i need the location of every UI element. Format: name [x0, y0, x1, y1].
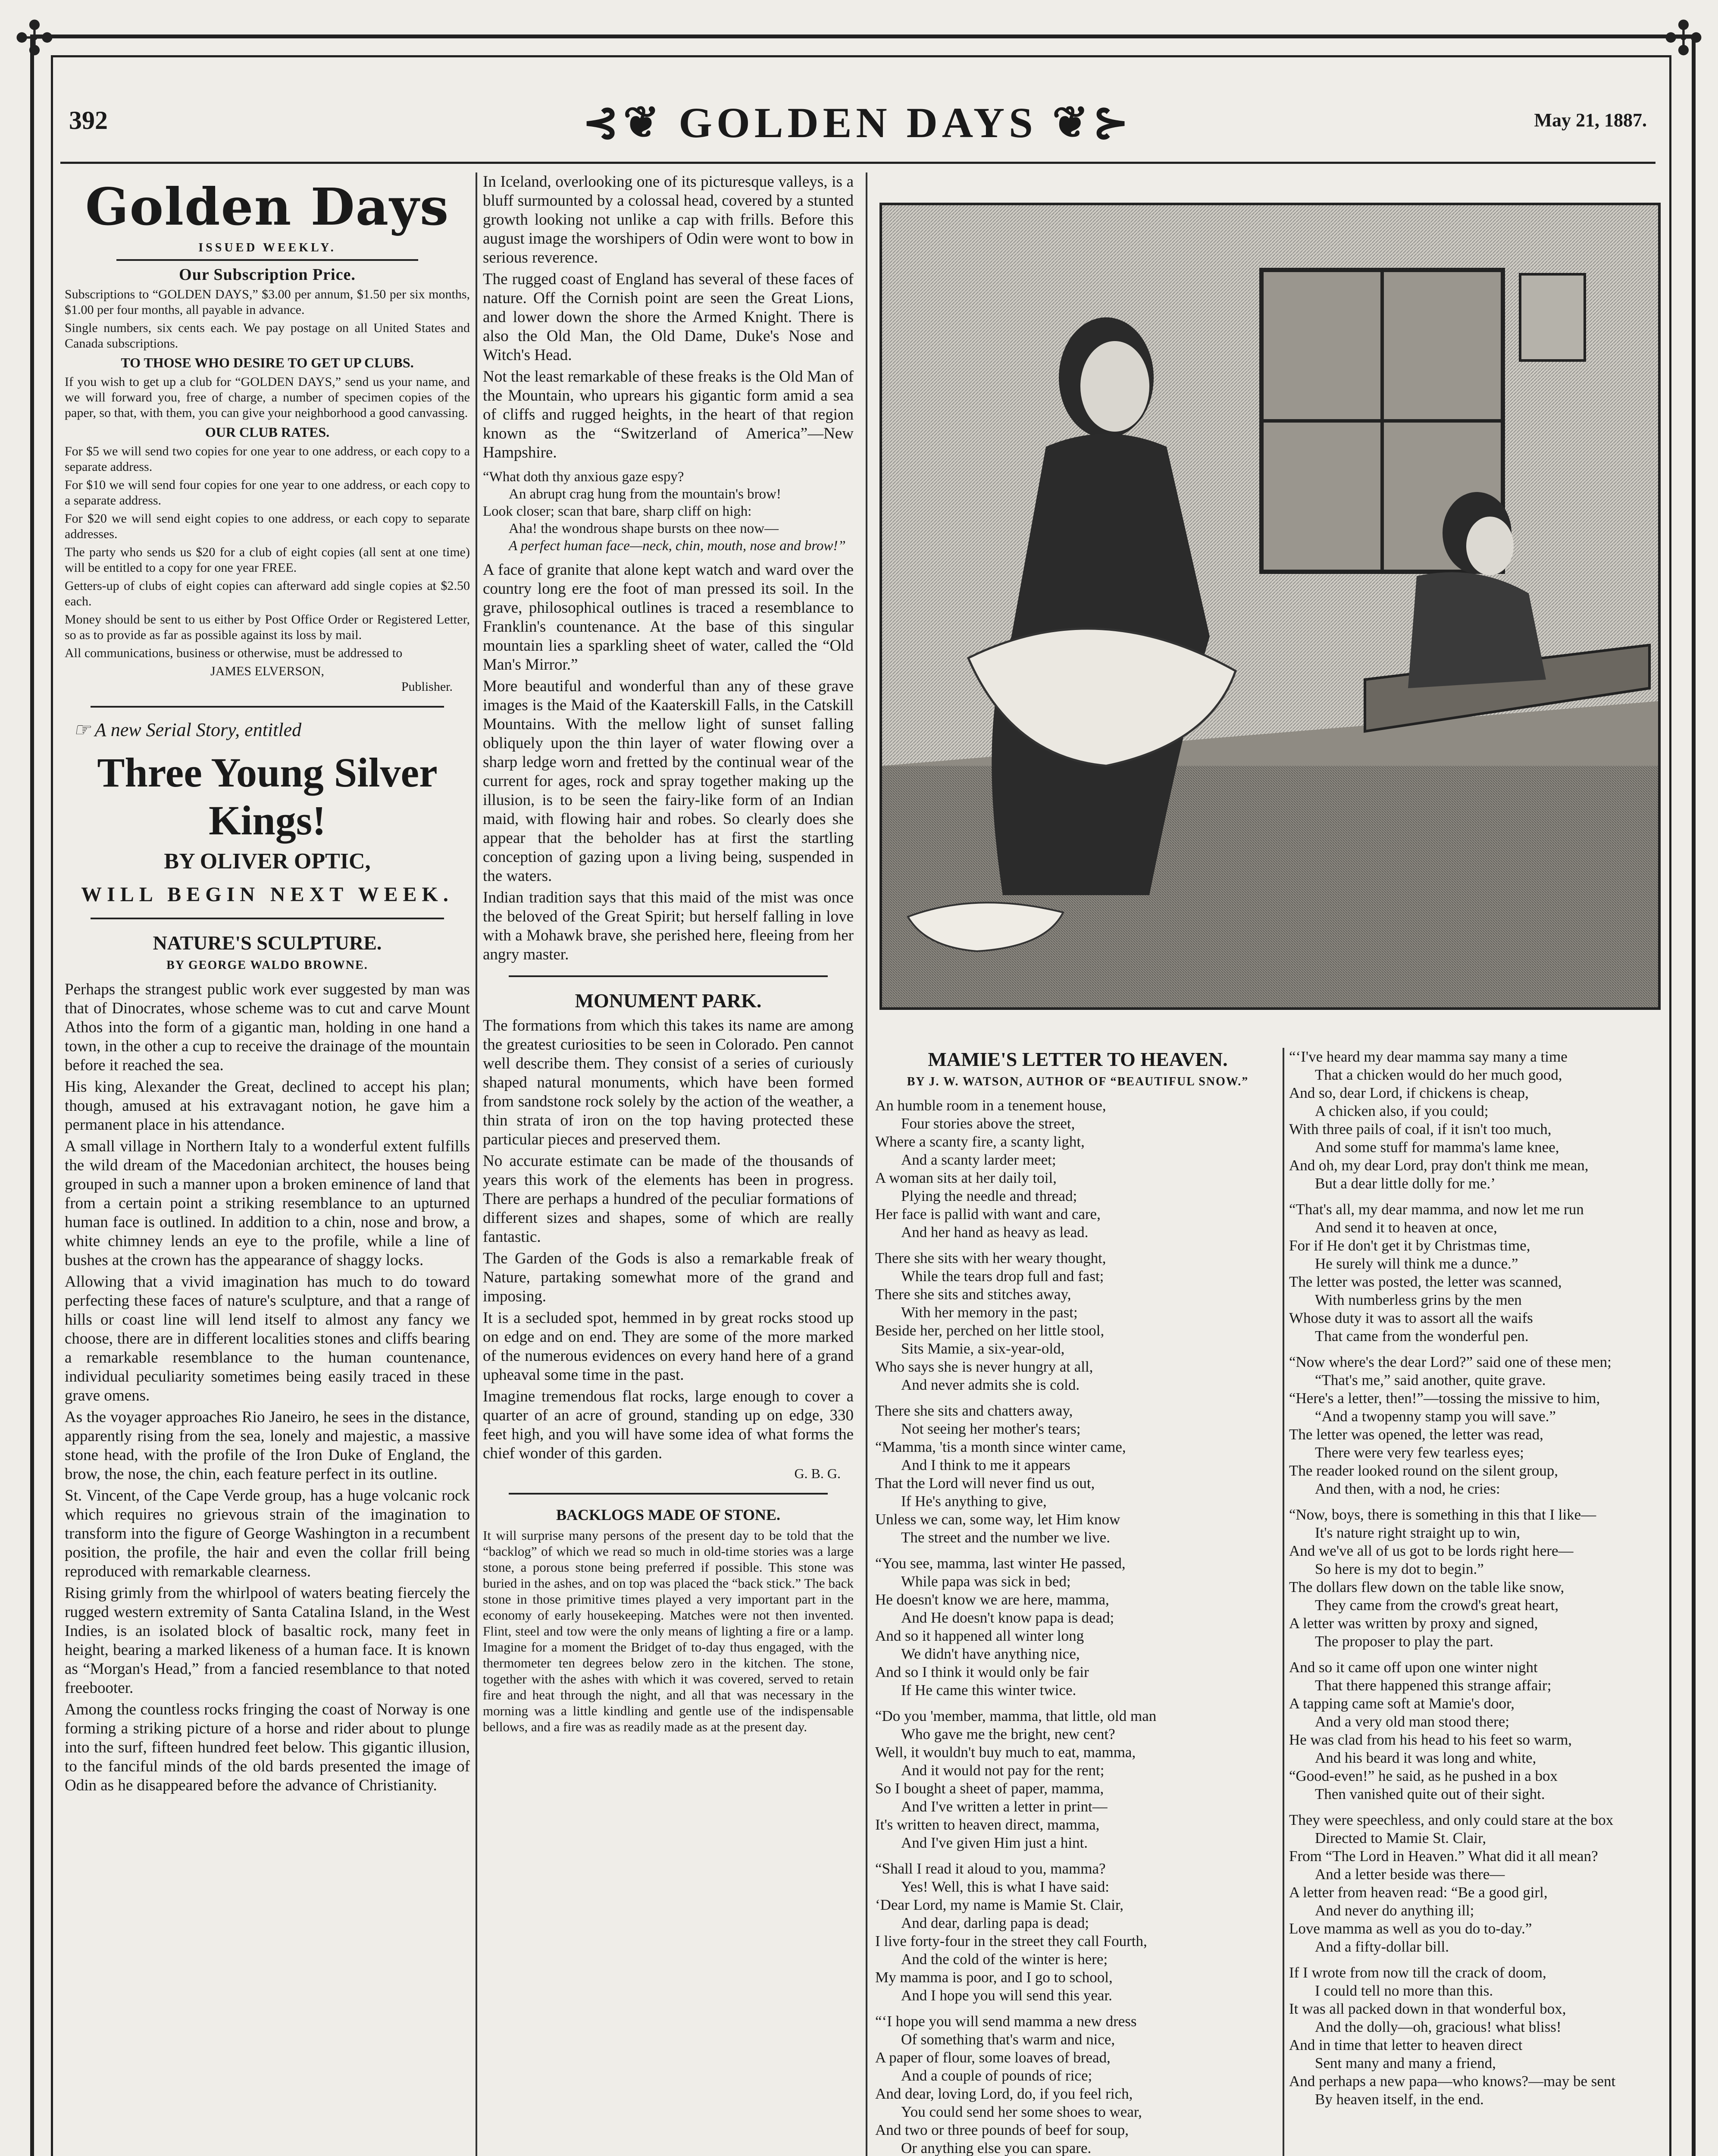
ornament-right-icon: ❦⊱: [1037, 99, 1133, 147]
poem-line: The reader looked round on the silent group,: [1289, 1462, 1558, 1479]
serial-begin: WILL BEGIN NEXT WEEK.: [81, 883, 454, 906]
poem-title: MAMIE'S LETTER TO HEAVEN.: [928, 1048, 1228, 1070]
poem-line: Sent many and many a friend,: [1315, 2055, 1496, 2071]
paragraph: Not the least remarkable of these freaks is the Old Man of the Mountain, who uprears his gigantic form amid a sea of cliffs and rugged heights, in the heart of that region known as the “Switzerland of America”—New Hampshire.: [483, 368, 854, 461]
poem-line: “‘I hope you will send mamma a new dress: [875, 2013, 1137, 2030]
poem-line: He doesn't know we are here, mamma,: [875, 1591, 1109, 1608]
poem-line: You could send her some shoes to wear,: [901, 2103, 1142, 2120]
poem-line: And a couple of pounds of rice;: [901, 2067, 1092, 2084]
column-rule: [866, 172, 867, 2156]
poem-line: Where a scanty fire, a scanty light,: [875, 1133, 1085, 1150]
column-rule: [476, 172, 477, 2156]
poem-line: And I hope you will send this year.: [901, 1987, 1112, 2004]
poem-line: “‘I've heard my dear mamma say many a time: [1289, 1048, 1568, 1065]
poem-line: They were speechless, and only could stare at the box: [1289, 1811, 1614, 1828]
poem-stanza: [1289, 1964, 1660, 2109]
serial-intro: [65, 719, 470, 741]
poem-line: It was all packed down in that wonderful box,: [1289, 2000, 1566, 2017]
poem-line: Who says she is never hungry at all,: [875, 1358, 1093, 1375]
corner-ornament-icon: ✣: [1663, 13, 1704, 65]
title-text: GOLDEN DAYS: [679, 99, 1037, 147]
poem-line: And some stuff for mamma's lame knee,: [1315, 1139, 1559, 1156]
poem-line: And never do anything ill;: [1315, 1902, 1474, 1919]
poem-stanzas-right: [1289, 1048, 1660, 2109]
poem-line: Four stories above the street,: [901, 1115, 1075, 1132]
poem-line: Not seeing her mother's tears;: [901, 1420, 1081, 1437]
poem-line: A tapping came soft at Mamie's door,: [1289, 1695, 1515, 1712]
rate-after: Getters-up of clubs of eight copies can afterward add single copies at $2.50 each.: [65, 579, 470, 608]
poem-line: The proposer to play the part.: [1315, 1633, 1494, 1650]
poem-stanza: [1289, 1811, 1660, 1956]
paragraph: No accurate estimate can be made of the thousands of years this work of the elements has been in progress. There are perhaps a hundred of the peculiar formations of different sizes and shapes, some of which are really fantastic.: [483, 1152, 854, 1246]
poem-line: ‘Dear Lord, my name is Mamie St. Clair,: [875, 1896, 1123, 1913]
communications: All communications, business or otherwise, must be addressed to: [65, 646, 403, 660]
subscription-text: Subscriptions to “GOLDEN DAYS,” $3.00 per annum, $1.50 per six months, $1.00 per four months, all payable in advance.: [65, 287, 470, 317]
poem-line: And so, dear Lord, if chickens is cheap,: [1289, 1084, 1529, 1101]
poem-line: Whose duty it was to assort all the waifs: [1289, 1310, 1533, 1326]
poem-line: There she sits with her weary thought,: [875, 1250, 1106, 1266]
poem-line: Who gave me the bright, new cent?: [901, 1726, 1115, 1742]
article-title: NATURE'S SCULPTURE.: [153, 932, 382, 954]
article-title: MONUMENT PARK.: [575, 990, 762, 1012]
page-number: 392: [69, 106, 108, 135]
poem-line: With three pails of coal, if it isn't too much,: [1289, 1121, 1552, 1138]
paragraph: As the voyager approaches Rio Janeiro, he sees in the distance, apparently rising from the sea, lonely and majestic, a massive stone head, with the profile of the Iron Duke of England, the brow, the nose, the chin, each feature perfect in its outline.: [65, 1408, 470, 1483]
poem-line: They came from the crowd's great heart,: [1315, 1597, 1559, 1614]
poem-line: A letter from heaven read: “Be a good girl,: [1289, 1884, 1548, 1901]
poem-line: And then, with a nod, he cries:: [1315, 1480, 1500, 1497]
clubs-heading: TO THOSE WHO DESIRE TO GET UP CLUBS.: [121, 355, 414, 370]
column-2: [483, 172, 854, 2156]
pointing-hand-icon: ☞: [73, 719, 95, 740]
poem-line: And so I think it would only be fair: [875, 1664, 1089, 1680]
verse-line: A perfect human face—neck, chin, mouth, nose and brow!”: [509, 538, 846, 554]
poem-line: Love mamma as well as you do to-day.”: [1289, 1920, 1532, 1937]
poem-line: That there happened this strange affair;: [1315, 1677, 1552, 1694]
corner-ornament-icon: ✣: [14, 13, 55, 65]
poem-line: We didn't have anything nice,: [901, 1645, 1080, 1662]
poem-line: A paper of flour, some loaves of bread,: [875, 2049, 1111, 2066]
poem-line: “Here's a letter, then!”—tossing the missive to him,: [1289, 1390, 1600, 1407]
paragraph: A face of granite that alone kept watch and ward over the country long ere the foot of man pressed its soil. In the grave, philosophical outlines is traced a resemblance to Franklin's countenance. At the base of this singular mountain lies a sparkling sheet of water, called the “Old Man's Mirror.”: [483, 561, 854, 674]
paragraph: The formations from which this takes its name are among the greatest curiosities to be seen in Colorado. Pen cannot well describe them. They consist of a series of curiously shaped natural monuments, which have been formed from sandstone rock solely by the action of the weather, a thin strata of iron on the top having protected these particular pieces and preserved them.: [483, 1017, 854, 1148]
poem-line: Plying the needle and thread;: [901, 1188, 1077, 1204]
poem-stanza: [1289, 1658, 1660, 1803]
poem-line: Or anything else you can spare.: [901, 2140, 1092, 2156]
paragraph: The rugged coast of England has several of these faces of nature. Off the Cornish point are seen the Great Lions, and lower down the shore the Armed Knight. There is also the Old Man, the Old Dame, Duke's Nose and Witch's Head.: [483, 270, 854, 364]
verse-line: Aha! the wondrous shape bursts on thee now—: [509, 521, 779, 536]
poem-line: Yes! Well, this is what I have said:: [901, 1878, 1109, 1895]
poem-line: Then vanished quite out of their sight.: [1315, 1786, 1545, 1802]
poem-stanza: [1289, 1048, 1660, 1193]
poem-line: My mamma is poor, and I go to school,: [875, 1969, 1113, 1986]
poem-line: And send it to heaven at once,: [1315, 1219, 1497, 1236]
page-header: [60, 97, 1655, 153]
paragraph: Indian tradition says that this maid of the mist was once the beloved of the Great Spirit; but herself falling in love with a Mohawk brave, she perished here, fleeing from her angry master.: [483, 889, 854, 963]
poem-line: For if He don't get it by Christmas time,: [1289, 1237, 1530, 1254]
publisher-name: JAMES ELVERSON,: [210, 664, 324, 678]
verse-line: Look closer; scan that bare, sharp cliff on high:: [483, 504, 752, 519]
poem-line: And a fifty-dollar bill.: [1315, 1938, 1449, 1955]
poem-line: “That's all, my dear mamma, and now let me run: [1289, 1201, 1584, 1218]
poem-line: And we've all of us got to be lords right here—: [1289, 1542, 1574, 1559]
verse-line: “What doth thy anxious gaze espy?: [483, 469, 684, 485]
poem-line: A woman sits at her daily toil,: [875, 1169, 1057, 1186]
poem-line: If He came this winter twice.: [901, 1682, 1076, 1698]
poem-line: A letter was written by proxy and signed,: [1289, 1615, 1538, 1632]
column-3: [875, 1048, 1280, 2156]
serial-title: Three Young Silver Kings!: [97, 749, 438, 843]
poem-line: And dear, loving Lord, do, if you feel rich,: [875, 2085, 1133, 2102]
poem-line: If He's anything to give,: [901, 1493, 1047, 1510]
publisher-title: Publisher.: [401, 680, 453, 694]
poem-line: If I wrote from now till the crack of doom,: [1289, 1964, 1546, 1981]
clubs-text: If you wish to get up a club for “GOLDEN DAYS,” send us your name, and we will forward you, free of charge, a number of specimen copies of the paper, so that, with them, you can give your neighborhood a good canvassing.: [65, 375, 470, 420]
rate-free: The party who sends us $20 for a club of eight copies (all sent at one time) will be entitled to a copy for one year FREE.: [65, 545, 470, 575]
poem-stanza: [875, 1554, 1280, 1699]
divider: [509, 1493, 828, 1495]
poem-line: He was clad from his head to his feet so warm,: [1289, 1731, 1572, 1748]
poem-line: I could tell no more than this.: [1315, 1982, 1493, 1999]
poem-line: And oh, my dear Lord, pray don't think me mean,: [1289, 1157, 1589, 1174]
poem-line: “Mamma, 'tis a month since winter came,: [875, 1438, 1126, 1455]
poem-line: “You see, mamma, last winter He passed,: [875, 1555, 1126, 1572]
single-numbers: Single numbers, six cents each. We pay postage on all United States and Canada subscriptions.: [65, 321, 470, 351]
paragraph: A small village in Northern Italy to a wonderful extent fulfills the wild dream of the Macedonian architect, the houses being grouped in such a manner upon a broken eminence of land that from a certain point a striking resemblance to an upturned human face is outlined. In addition to a chin, nose and brow, a white chimney lends an eye to the profile, while a line of bushes at the crown has the appearance of shaggy locks.: [65, 1138, 470, 1269]
paragraph: Among the countless rocks fringing the coast of Norway is one forming a striking picture of a horse and rider about to plunge into the surf, fifteen hundred feet below. This gigantic illusion, to the fanciful minds of the old bards presented the image of Odin as he disappeared before the advance of Christianity.: [65, 1701, 470, 1794]
column-rule: [1283, 1048, 1284, 2156]
poem-line: And a scanty larder meet;: [901, 1151, 1056, 1168]
masthead-logo: Golden Days: [85, 177, 450, 237]
poem-line: And the dolly—oh, gracious! what bliss!: [1315, 2018, 1562, 2035]
poem-line: And a very old man stood there;: [1315, 1713, 1510, 1730]
poem-line: And her hand as heavy as lead.: [901, 1224, 1089, 1241]
poem-line: Sits Mamie, a six-year-old,: [901, 1340, 1065, 1357]
illustration: [879, 203, 1661, 1010]
paragraph: The Garden of the Gods is also a remarkable freak of Nature, partaking somewhat more of the grand and imposing.: [483, 1250, 854, 1305]
poem-line: Unless we can, some way, let Him know: [875, 1511, 1120, 1528]
poem-line: The dollars flew down on the table like snow,: [1289, 1579, 1565, 1595]
rate-5: For $5 we will send two copies for one year to one address, or each copy to a separate address.: [65, 444, 470, 474]
poem-line: While the tears drop full and fast;: [901, 1268, 1104, 1285]
poem-line: Of something that's warm and nice,: [901, 2031, 1115, 2048]
poem-line: An humble room in a tenement house,: [875, 1097, 1106, 1114]
paragraph: Perhaps the strangest public work ever suggested by man was that of Dinocrates, whose scheme was to cut and carve Mount Athos into the form of a gigantic man, holding in one hand a town, in the other a cup to receive the drainage of the mountain before it reached the sea.: [65, 981, 470, 1074]
article-signature: G. B. G.: [794, 1466, 841, 1481]
poem-line: And dear, darling papa is dead;: [901, 1915, 1089, 1931]
rate-20: For $20 we will send eight copies to one address, or each copy to separate addresses.: [65, 511, 470, 541]
poem-line: And two or three pounds of beef for soup,: [875, 2122, 1129, 2138]
poem-line: And I think to me it appears: [901, 1457, 1070, 1473]
poem-line: “Now where's the dear Lord?” said one of these men;: [1289, 1354, 1612, 1370]
rate-10: For $10 we will send four copies for one year to one address, or each copy to a separate address.: [65, 478, 470, 508]
paragraph: Rising grimly from the whirlpool of waters beating fiercely the rugged western extremity of Santa Catalina Island, in the West Indies, is an isolated block of basaltic rock, many feet in height, bearing a marked likeness of a human face. It is known as “Morgan's Head,” from a fancied resemblance to that noted freebooter.: [65, 1584, 470, 1697]
verse-line: An abrupt crag hung from the mountain's brow!: [509, 486, 781, 502]
poem-line: The letter was opened, the letter was read,: [1289, 1426, 1543, 1443]
poem-stanza: [875, 1097, 1280, 1241]
divider: [509, 975, 828, 977]
money-notice: Money should be sent to us either by Post Office Order or Registered Letter, so as to provide as far as possible against its loss by mail.: [65, 612, 470, 642]
poem-line: And the cold of the winter is here;: [901, 1951, 1108, 1968]
poem-line: “That's me,” said another, quite grave.: [1315, 1372, 1546, 1388]
poem-stanza: [875, 2012, 1280, 2156]
poem-line: Her face is pallid with want and care,: [875, 1206, 1101, 1222]
paragraph: It is a secluded spot, hemmed in by great rocks stood up on edge and on end. They are some of the more marked of the numerous evidences on every hand here of a grand upheaval some time in the past.: [483, 1309, 854, 1384]
poem-stanza: [875, 1707, 1280, 1852]
poem-line: And never admits she is cold.: [901, 1376, 1080, 1393]
poem-line: The street and the number we live.: [901, 1529, 1110, 1546]
divider: [91, 706, 444, 708]
poem-line: And it would not pay for the rent;: [901, 1762, 1105, 1779]
poem-byline: BY J. W. WATSON, AUTHOR OF “BEAUTIFUL SNOW.”: [907, 1075, 1249, 1088]
poem-line: That the Lord will never find us out,: [875, 1475, 1095, 1492]
serial-intro-text: A new Serial Story, entitled: [94, 719, 302, 740]
poem-line: “Good-even!” he said, as he pushed in a box: [1289, 1767, 1558, 1784]
poem-line: Beside her, perched on her little stool,: [875, 1322, 1105, 1339]
serial-author: BY OLIVER OPTIC,: [164, 849, 371, 874]
poem-line: But a dear little dolly for me.’: [1315, 1175, 1496, 1192]
poem-line: And so it happened all winter long: [875, 1627, 1084, 1644]
poem-line: With her memory in the past;: [901, 1304, 1078, 1321]
poem-line: That came from the wonderful pen.: [1315, 1328, 1529, 1344]
poem-stanza: [875, 1402, 1280, 1547]
poem-line: There she sits and chatters away,: [875, 1402, 1073, 1419]
poem-line: While papa was sick in bed;: [901, 1573, 1071, 1590]
newspaper-title: [60, 97, 1655, 147]
poem-line: “And a twopenny stamp you will save.”: [1315, 1408, 1556, 1425]
poem-stanza: [1289, 1353, 1660, 1498]
poem-line: And He doesn't know papa is dead;: [901, 1609, 1114, 1626]
poem-stanzas-left: [875, 1097, 1280, 2156]
poem-line: Well, it wouldn't buy much to eat, mamma,: [875, 1744, 1136, 1761]
rates-heading: OUR CLUB RATES.: [205, 424, 330, 440]
poem-stanza: [1289, 1506, 1660, 1651]
article-byline: BY GEORGE WALDO BROWNE.: [166, 959, 368, 972]
illustration-drawing: [882, 205, 1658, 1007]
poem-line: And in time that letter to heaven direct: [1289, 2037, 1523, 2053]
poem-line: The letter was posted, the letter was scanned,: [1289, 1273, 1562, 1290]
poem-line: It's nature right straight up to win,: [1315, 1524, 1520, 1541]
paragraph: More beautiful and wonderful than any of these grave images is the Maid of the Kaaterskill Falls, in the Catskill Mountains. With the mellow light of sunset falling obliquely upon the thin layer of water flowing over a sharp ledge worn and fretted by the continual wear of the current for ages, rock and spray together making up the illusion, is to be seen the fairy-like form of an Indian maid, with flowing hair and robes. So clearly does she appear that the beholder has at first the startling conception of gazing upon a living being, suspended in the waters.: [483, 677, 854, 885]
paragraph: It will surprise many persons of the present day to be told that the “backlog” of which we read so much in old-time stories was a large stone, a porous stone being preferred if possible. This stone was buried in the ashes, and on top was placed the “back stick.” The back stone in those primitive times played a very important part in the economy of early housekeeping. Matches were not then invented. Flint, steel and tow were the only means of lighting a fire or a lamp. Imagine for a moment the Bridget of to-day thus engaged, with the thermometer ten degrees below zero in the kitchen. The stone, together with the ashes with which it was covered, served to retain fire and heat through the night, and all that was necessary in the morning was a little kindling and gentle use of the indispensable bellows, and a fire was as readily made as at the present day.: [483, 1528, 854, 1734]
subscription-heading: Our Subscription Price.: [179, 266, 356, 284]
paragraph: His king, Alexander the Great, declined to accept his plan; though, amused at his extravagant notion, he gave him a permanent place in his attendance.: [65, 1078, 470, 1134]
poem-line: From “The Lord in Heaven.” What did it all mean?: [1289, 1848, 1598, 1865]
header-rule: [60, 162, 1655, 164]
poem-stanza: [1289, 1200, 1660, 1345]
paragraph: Imagine tremendous flat rocks, large enough to cover a quarter of an acre of ground, standing up on edge, 330 feet high, and you will have some idea of what forms the chief wonder of this garden.: [483, 1388, 854, 1462]
poem-line: And I've written a letter in print—: [901, 1798, 1108, 1815]
divider: [116, 259, 418, 261]
poem-line: And his beard it was long and white,: [1315, 1749, 1536, 1766]
poem-line: “Now, boys, there is something in this that I like—: [1289, 1506, 1596, 1523]
column-1: [65, 172, 470, 2156]
poem-line: With numberless grins by the men: [1315, 1291, 1522, 1308]
column-4: [1289, 1048, 1660, 2156]
issued-weekly: ISSUED WEEKLY.: [198, 241, 336, 254]
divider: [91, 918, 444, 919]
poem-line: That a chicken would do her much good,: [1315, 1066, 1562, 1083]
poem-line: I live forty-four in the street they call Fourth,: [875, 1933, 1147, 1949]
poem-line: And I've given Him just a hint.: [901, 1834, 1088, 1851]
poem-line: “Shall I read it aloud to you, mamma?: [875, 1860, 1106, 1877]
paragraph: Allowing that a vivid imagination has much to do toward perfecting these faces of nature's sculpture, and that a range of hills or coast line will lend itself to almost any fancy we choose, there are in different localities stones and cliffs bearing a remarkable resemblance to the human countenance, individual peculiarity sometimes being easily traced in these grave omens.: [65, 1273, 470, 1404]
poem-line: There were very few tearless eyes;: [1315, 1444, 1524, 1461]
ornament-left-icon: ⊰❦: [582, 99, 679, 147]
poem-line: Directed to Mamie St. Clair,: [1315, 1830, 1486, 1846]
article-title: BACKLOGS MADE OF STONE.: [556, 1506, 781, 1523]
issue-date: May 21, 1887.: [1534, 110, 1647, 131]
poem-line: A chicken also, if you could;: [1315, 1103, 1489, 1119]
poem-stanza: [875, 1249, 1280, 1394]
poem-stanza: [875, 1860, 1280, 2005]
poem-line: And a letter beside was there—: [1315, 1866, 1505, 1883]
paragraph: St. Vincent, of the Cape Verde group, has a huge volcanic rock which requires no grievous strain of the imagination to transform into the figure of George Washington in a recumbent position, the profile, the hair and even the collar frill being reproduced with remarkable clearness.: [65, 1487, 470, 1580]
poem-line: There she sits and stitches away,: [875, 1286, 1071, 1303]
poem-line: And so it came off upon one winter night: [1289, 1659, 1538, 1676]
poem-line: It's written to heaven direct, mamma,: [875, 1816, 1100, 1833]
paragraph: In Iceland, overlooking one of its picturesque valleys, is a bluff surmounted by a colossal head, covered by a stunted growth looking not unlike a cap with frills. Before this august image the worshipers of Odin were wont to bow in serious reverence.: [483, 173, 854, 266]
poem-line: So here is my dot to begin.”: [1315, 1561, 1484, 1577]
poem-line: So I bought a sheet of paper, mamma,: [875, 1780, 1104, 1797]
poem-line: By heaven itself, in the end.: [1315, 2091, 1484, 2108]
poem-line: “Do you 'member, mamma, that little, old man: [875, 1708, 1157, 1724]
poem-line: And perhaps a new papa—who knows?—may be sent: [1289, 2073, 1616, 2090]
poem-line: He surely will think me a dunce.”: [1315, 1255, 1518, 1272]
